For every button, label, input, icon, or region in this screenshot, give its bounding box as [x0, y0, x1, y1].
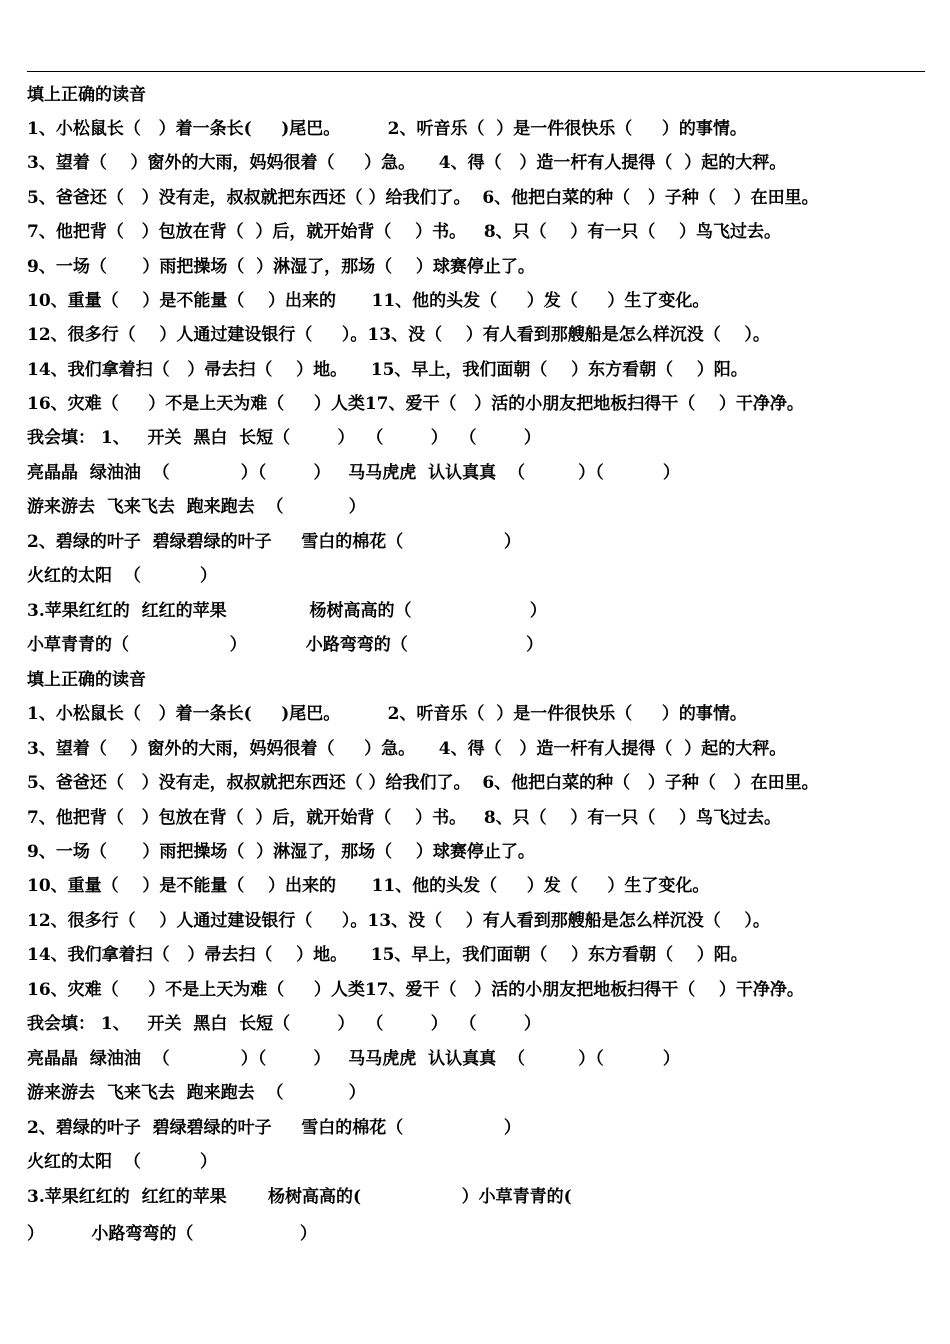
exercise-line: 7、他把背（ ）包放在背（ ）后，就开始背（ ）书。 8、只（ ）有一只（ ）鸟飞过去。 — [27, 222, 782, 242]
exercise-line: 3、望着（ ）窗外的大雨，妈妈很着（ ）急。 4、得（ ）造一杆有人提得（ ）起的大秤。 — [27, 153, 787, 173]
section-heading: 填上正确的读音 — [27, 670, 146, 690]
fill-in-line: 3.苹果红红的 红红的苹果 杨树高高的（ ） — [27, 601, 547, 621]
exercise-line: 10、重量（ ）是不能量（ ）出来的 11、他的头发（ ）发（ ）生了变化。 — [27, 291, 710, 311]
exercise-line: 5、爸爸还（ ）没有走，叔叔就把东西还（ ）给我们了。 6、他把白菜的种（ ）子种（ ）在田里。 — [27, 773, 819, 793]
fill-in-line: 游来游去 飞来飞去 跑来跑去 （ ） — [27, 497, 366, 517]
fill-in-line: 亮晶晶 绿油油 （ ）（ ） 马马虎虎 认认真真 （ ）（ ） — [27, 463, 680, 483]
fill-in-line: 我会填： 1、 开关 黑白 长短（ ） （ ） （ ） — [27, 428, 541, 448]
exercise-line: 12、很多行（ ）人通过建设银行（ ）。13、没（ ）有人看到那艘船是怎么样沉没（ ）。 — [27, 325, 770, 345]
fill-in-line: 亮晶晶 绿油油 （ ）（ ） 马马虎虎 认认真真 （ ）（ ） — [27, 1049, 680, 1069]
fill-in-line: 游来游去 飞来飞去 跑来跑去 （ ） — [27, 1083, 366, 1103]
fill-in-line: 火红的太阳 （ ） — [27, 566, 218, 586]
exercise-line: 14、我们拿着扫（ ）帚去扫（ ）地。 15、早上，我们面朝（ ）东方看朝（ ）阳。 — [27, 945, 748, 965]
fill-in-line: 火红的太阳 （ ） — [27, 1152, 218, 1172]
exercise-line: 16、灾难（ ）不是上天为难（ ）人类17、爱干（ ）活的小朋友把地板扫得干（ ）干净净。 — [27, 980, 804, 1000]
exercise-line: 10、重量（ ）是不能量（ ）出来的 11、他的头发（ ）发（ ）生了变化。 — [27, 876, 710, 896]
exercise-line: 1、小松鼠长（ ）着一条长( )尾巴。 2、听音乐（ ）是一件很快乐（ ）的事情。 — [27, 119, 747, 139]
exercise-line: 3、望着（ ）窗外的大雨，妈妈很着（ ）急。 4、得（ ）造一杆有人提得（ ）起的大秤。 — [27, 739, 787, 759]
exercise-line: 1、小松鼠长（ ）着一条长( )尾巴。 2、听音乐（ ）是一件很快乐（ ）的事情。 — [27, 704, 747, 724]
fill-in-line: 2、碧绿的叶子 碧绿碧绿的叶子 雪白的棉花（ ） — [27, 532, 521, 552]
exercise-line: 16、灾难（ ）不是上天为难（ ）人类17、爱干（ ）活的小朋友把地板扫得干（ ）干净净。 — [27, 394, 804, 414]
fill-in-line: 2、碧绿的叶子 碧绿碧绿的叶子 雪白的棉花（ ） — [27, 1118, 521, 1138]
exercise-line: 9、一场（ ）雨把操场（ ）淋湿了，那场（ ）球赛停止了。 — [27, 842, 535, 862]
top-rule — [27, 71, 925, 72]
fill-in-line: 3.苹果红红的 红红的苹果 杨树高高的( ）小草青青的( — [27, 1187, 572, 1207]
exercise-line: 14、我们拿着扫（ ）帚去扫（ ）地。 15、早上，我们面朝（ ）东方看朝（ ）阳。 — [27, 360, 748, 380]
fill-in-line: ） 小路弯弯的（ ） — [27, 1224, 317, 1244]
exercise-line: 7、他把背（ ）包放在背（ ）后，就开始背（ ）书。 8、只（ ）有一只（ ）鸟飞过去。 — [27, 808, 782, 828]
exercise-line: 5、爸爸还（ ）没有走，叔叔就把东西还（ ）给我们了。 6、他把白菜的种（ ）子种（ ）在田里。 — [27, 188, 819, 208]
fill-in-line: 我会填： 1、 开关 黑白 长短（ ） （ ） （ ） — [27, 1014, 541, 1034]
exercise-line: 9、一场（ ）雨把操场（ ）淋湿了，那场（ ）球赛停止了。 — [27, 257, 535, 277]
section-heading: 填上正确的读音 — [27, 85, 146, 105]
fill-in-line: 小草青青的（ ） 小路弯弯的（ ） — [27, 635, 544, 655]
exercise-line: 12、很多行（ ）人通过建设银行（ ）。13、没（ ）有人看到那艘船是怎么样沉没（ ）。 — [27, 911, 770, 931]
